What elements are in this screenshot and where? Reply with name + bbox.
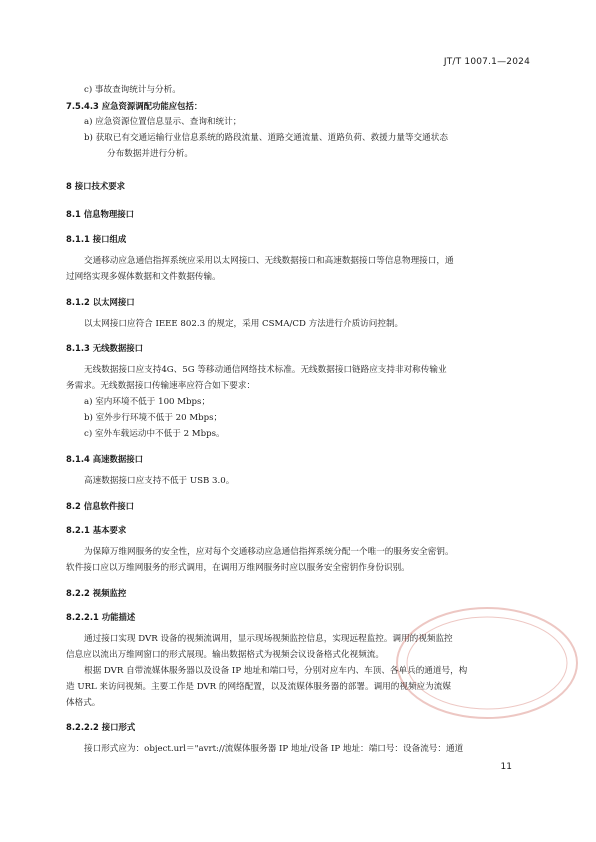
paragraph-line: 通过接口实现 DVR 设备的视频流调用，显示现场视频监控信息，实现远程监控。调用的视频监控: [84, 634, 453, 644]
section-heading-8-2-2-2: 8.2.2.2 接口形式: [66, 722, 136, 732]
paragraph-line: 以太网接口应符合 IEEE 802.3 的规定，采用 CSMA/CD 方法进行介质访问控制。: [84, 319, 404, 329]
paragraph-line: 接口形式应为：object.url＝"avrt://流媒体服务器 IP 地址/设备 IP 地址：端口号：设备流号：通道: [84, 744, 464, 754]
paragraph-line: 务需求。无线数据接口传输速率应符合如下要求：: [66, 381, 256, 391]
section-heading-8-2-2-1: 8.2.2.1 功能描述: [66, 612, 136, 622]
paragraph-line: 过网络实现多媒体数据和文件数据传输。: [66, 272, 221, 282]
list-item-b: b) 获取已有交通运输行业信息系统的路段流量、道路交通流量、道路负荷、救援力量等交通状态: [84, 133, 448, 143]
list-item-a: a) 应急资源位置信息显示、查询和统计；: [84, 117, 242, 127]
paragraph-line: 根据 DVR 自带流媒体服务器以及设备 IP 地址和端口号，分别对应车内、车顶、各单兵的通道号，构: [84, 666, 468, 676]
paragraph-line: 为保障万维网服务的安全性，应对每个交通移动应急通信指挥系统分配一个唯一的服务安全密钥。: [84, 547, 454, 557]
list-item-b-continued: 分布数据并进行分析。: [107, 149, 193, 159]
paragraph-line: 体格式。: [66, 698, 101, 708]
section-heading-8-2-2: 8.2.2 视频监控: [66, 588, 127, 598]
paragraph-line: 信息应以流出万维网窗口的形式展现。输出数据格式为视频会议设备格式化视频流。: [66, 650, 384, 660]
section-heading-8-1-4: 8.1.4 高速数据接口: [66, 454, 144, 464]
section-heading-8-1-1: 8.1.1 接口组成: [66, 234, 127, 244]
paragraph-line: 无线数据接口应支持4G、5G 等移动通信网络技术标准。无线数据接口链路应支持非对称传输业: [84, 365, 447, 375]
section-heading-8-1-2: 8.1.2 以太网接口: [66, 297, 135, 307]
section-heading-8-2-1: 8.2.1 基本要求: [66, 525, 127, 535]
paragraph-line: 软件接口应以万维网服务的形式调用，在调用万维网服务时应以服务安全密钥作身份识别。: [66, 563, 410, 573]
page-number: 11: [500, 762, 512, 772]
paragraph-line: 高速数据接口应支持不低于 USB 3.0。: [84, 476, 235, 486]
list-item-c: c) 室外车载运动中不低于 2 Mbps。: [84, 429, 225, 439]
section-heading-7-5-4-3: 7.5.4.3 应急资源调配功能应包括：: [66, 101, 203, 111]
section-heading-8-2: 8.2 信息软件接口: [66, 501, 135, 511]
section-heading-8-1-3: 8.1.3 无线数据接口: [66, 343, 144, 353]
seal-watermark-icon: [392, 603, 582, 723]
section-heading-8-1: 8.1 信息物理接口: [66, 209, 135, 219]
section-heading-8: 8 接口技术要求: [66, 181, 125, 191]
list-item-c: c) 事故查询统计与分析。: [84, 85, 181, 95]
paragraph-line: 造 URL 来访问视频。主要工作是 DVR 的网络配置，以及流媒体服务器的部署。调用的视频应为流媒: [66, 682, 451, 692]
document-code: JT/T 1007.1—2024: [443, 57, 530, 67]
list-item-b: b) 室外步行环境不低于 20 Mbps；: [84, 413, 223, 423]
paragraph-line: 交通移动应急通信指挥系统应采用以太网接口、无线数据接口和高速数据接口等信息物理接口，通: [84, 256, 454, 266]
list-item-a: a) 室内环境不低于 100 Mbps；: [84, 397, 211, 407]
